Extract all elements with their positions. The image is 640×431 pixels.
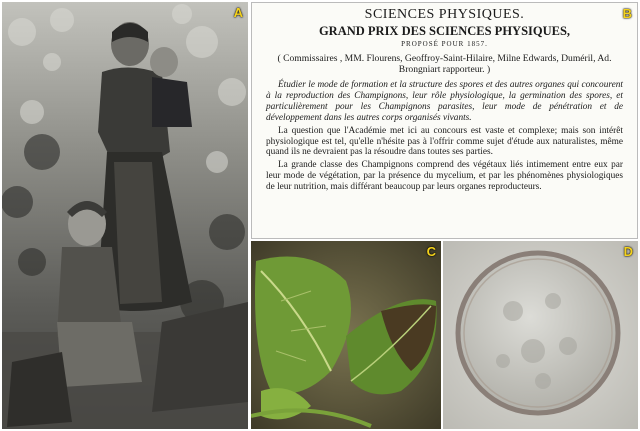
prize-heading: GRAND PRIX DES SCIENCES PHYSIQUES, xyxy=(318,24,571,38)
panel-label-b: B xyxy=(622,6,632,21)
proposed-year: PROPOSÉ POUR 1857. xyxy=(401,40,488,48)
document-body xyxy=(266,7,623,195)
academy-paragraph: La question que l'Académie met ici au concours est vaste et complexe; mais son intérêt physiologique est tel, qu'elle n'hésite pas à l'offrir comme sujet d'étude aux naturalistes, même quand ils ne devraient pas la résoudre dans toutes ses parties. xyxy=(266,125,623,158)
panel-d-spore-micrograph xyxy=(443,241,638,429)
champignons-paragraph: La grande classe des Champignons comprend des végétaux liés intimement entre eux par leur mode de végétation, par la présence du mycelium, et par les phénomènes physiologiques de leur nutrition, mais différant beaucoup par leurs organes reproducteurs. xyxy=(266,160,623,193)
panel-a-historical-photo xyxy=(2,2,248,429)
commissioners-line: ( Commissaires , MM. Flourens, Geoffroy-Saint-Hilaire, Milne Edwards, Duméril, Ad. Brongniart rapporteur. ) xyxy=(277,53,612,75)
panel-label-d: D xyxy=(623,244,633,259)
panel-label-a: A xyxy=(233,5,243,20)
document-title: SCIENCES PHYSIQUES. xyxy=(364,7,525,22)
oospore-image xyxy=(443,241,638,429)
family-photo-image xyxy=(2,2,248,429)
panel-label-c: C xyxy=(426,244,436,259)
blighted-leaf-image xyxy=(251,241,441,429)
panel-c-leaf-photo xyxy=(251,241,441,429)
prize-question-paragraph: Étudier le mode de formation et la structure des spores et des autres organes qui concourent à la reproduction des Champignons, leur rôle physiologique, la germination des spores, et particulièrement pour les Champignons parasites, leur mode de pénétration et de développement dans les autres corps organisés vivants. xyxy=(266,80,623,123)
panel-b-document xyxy=(251,2,638,239)
